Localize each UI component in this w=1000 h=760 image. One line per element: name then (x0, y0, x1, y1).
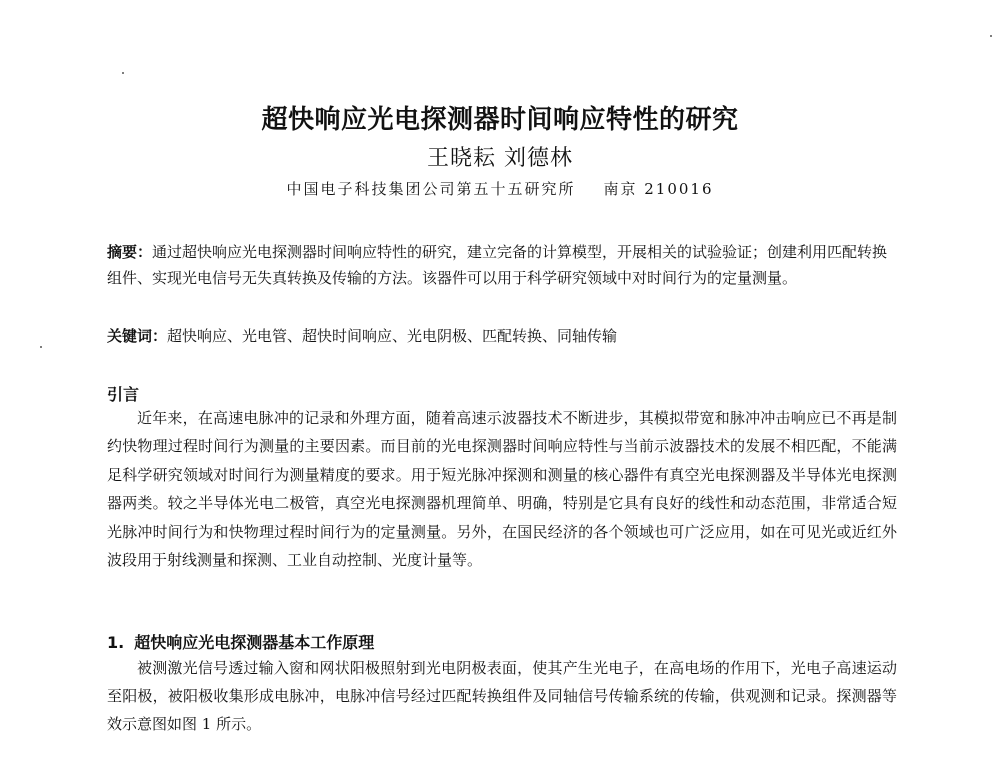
affiliation-city: 南京 210016 (603, 180, 714, 198)
abstract (107, 239, 897, 291)
introduction-paragraph: 近年来，在高速电脉冲的记录和外理方面，随着高速示波器技术不断进步，其模拟带宽和脉冲冲击响应已不再是制约快物理过程时间行为测量的主要因素。而目前的光电探测器时间响应特性与当前示波器技术的发展不相匹配，不能满足科学研究领域对时间行为测量精度的要求。用于短光脉冲探测和测量的核心器件有真空光电探测器及半导体光电探测器两类。较之半导体光电二极管，真空光电探测器机理简单、明确，特别是它具有良好的线性和动态范围，非常适合短光脉冲时间行为和快物理过程时间行为的定量测量。另外，在国民经济的各个领域也可广泛应用，如在可见光或近红外波段用于射线测量和探测、工业自动控制、光度计量等。 (107, 409, 897, 570)
paper-affiliation (0, 178, 1000, 199)
section-1-paragraph: 被测激光信号透过输入窗和网状阳极照射到光电阴极表面，使其产生光电子，在高电场的作用下，光电子高速运动至阳极，被阳极收集形成电脉冲，电脉冲信号经过匹配转换组件及同轴信号传输系统的传输，供观测和记录。探测器等效示意图如图 1 所示。 (107, 659, 897, 733)
keywords (107, 323, 897, 349)
keywords-label: 关键词： (107, 327, 168, 345)
section-1-number: 1. (107, 633, 125, 652)
scan-speck (122, 72, 124, 74)
keywords-text: 超快响应、光电管、超快时间响应、光电阴极、匹配转换、同轴传输 (167, 327, 618, 345)
scan-speck (990, 35, 992, 37)
affiliation-institute: 中国电子科技集团公司第五十五研究所 (286, 180, 576, 198)
abstract-label: 摘要： (107, 243, 153, 261)
scan-speck (40, 346, 42, 348)
introduction-heading: 引言 (107, 385, 140, 404)
section-1-title: 超快响应光电探测器基本工作原理 (134, 633, 375, 652)
abstract-text: 通过超快响应光电探测器时间响应特性的研究，建立完备的计算模型，开展相关的试验验证；创建利用匹配转换组件、实现光电信号无失真转换及传输的方法。该器件可以用于科学研究领域中对时间行为的定量测量。 (107, 243, 888, 287)
paper-title: 超快响应光电探测器时间响应特性的研究 (261, 105, 739, 135)
paper-authors: 王晓耘 刘德林 (427, 146, 573, 171)
section-1-heading (107, 630, 374, 653)
